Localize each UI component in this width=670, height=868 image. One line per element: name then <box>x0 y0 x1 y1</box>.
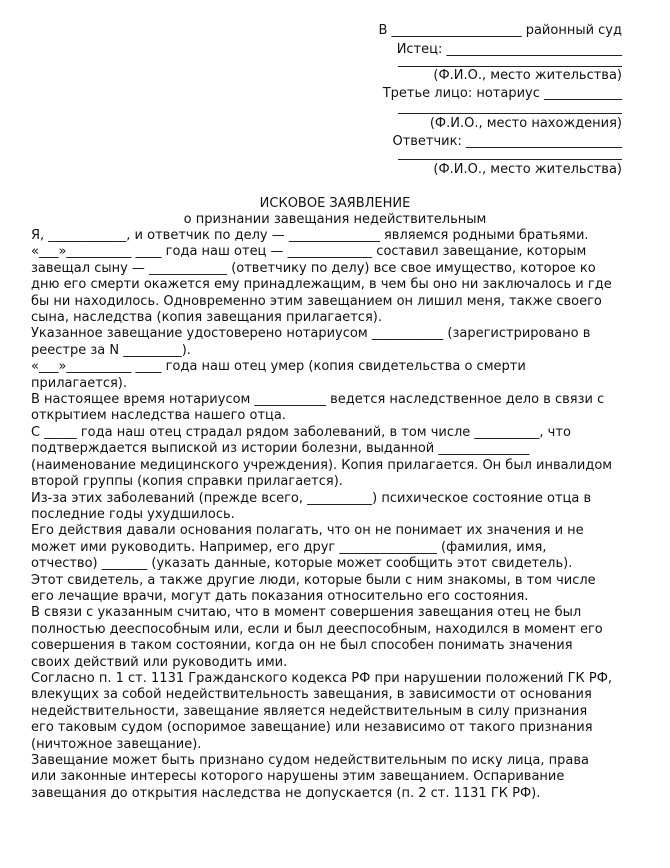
paragraph-illness: С _____ года наш отец страдал рядом заболеваний, в том числе __________, что подтверждается выпиской из истории болезни, выданной ______________ (наименование медицинского учреждения). Копия прилагается. Он был инвалидом второй группы (копия справки прилагается). <box>31 424 617 490</box>
paragraph-law-1131-1: Согласно п. 1 ст. 1131 Гражданского кодекса РФ при нарушении положений ГК РФ, влекущих за собой недействительность завещания, в зависимости от основания недействительности, завещание является недействительным в силу признания его таковым судом (оспоримое завещание) или независимо от такого признания (ничтожное завещание). <box>31 670 617 752</box>
paragraph-mental-state: Из-за этих заболеваний (прежде всего, __________) психическое состояние отца в последние годы ухудшилось. <box>31 490 596 522</box>
defendant-blank-line <box>398 158 622 160</box>
document-subtitle: о признании завещания недействительным <box>183 212 487 227</box>
defendant-note: (Ф.И.О., место жительства) <box>433 162 622 177</box>
court-line: В ____________________ районный суд <box>378 23 622 38</box>
third-party-note: (Ф.И.О., место нахождения) <box>429 116 622 131</box>
plaintiff-line: Истец: ___________________________ <box>396 42 622 57</box>
defendant-line: Ответчик: ________________________ <box>392 134 622 149</box>
paragraph-brothers: Я, ____________, и ответчик по делу — ______________ являемся родными братьями. <box>31 228 589 243</box>
paragraph-law-1131-2: Завещание может быть признано судом недействительным по иску лица, права или законные интересы которого нарушены этим завещанием. Оспаривание завещания до открытия наследства не допускается (п. 2 ст. 1131 ГК РФ). <box>31 753 594 801</box>
paragraph-inheritance-case: В настоящее время нотариусом ___________ ведется наследственное дело в связи с открытием наследства нашего отца. <box>31 392 609 424</box>
third-party-blank-line <box>398 112 622 114</box>
plaintiff-note: (Ф.И.О., место жительства) <box>433 68 622 83</box>
paragraph-witness: Этот свидетель, а также другие люди, которые были с ним знакомы, в том числе его лечащие врачи, могут дать показания относительно его состояния. <box>31 572 600 604</box>
plaintiff-blank-line <box>398 65 622 67</box>
document-title: ИСКОВОЕ ЗАЯВЛЕНИЕ <box>259 196 411 211</box>
paragraph-notary-certified: Указанное завещание удостоверено нотариусом ___________ (зарегистрировано в реестре за N _________). <box>31 326 595 358</box>
third-party-line: Третье лицо: нотариус ____________ <box>382 86 622 101</box>
paragraph-will: «___»__________ ____ года наш отец — _____________ составил завещание, которым завещал сыну — ____________ (ответчику по делу) все свое имущество, которое ко дню его смерти окажется ему принадлежащим, в чем бы оно ни заключалось и где бы ни находилось. Одновременно этим завещанием он лишил меня, также своего сына, наследства (копия завещания прилагается). <box>31 244 616 326</box>
document-body <box>31 228 617 802</box>
paragraph-father-died: «___»__________ ____ года наш отец умер (копия свидетельства о смерти прилагается). <box>31 359 530 391</box>
paragraph-actions: Его действия давали основания полагать, что он не понимает их значения и не может ими руководить. Например, его друг _______________ (фамилия, имя, отчество) _______ (указать данные, которые может сообщить этот свидетель). <box>31 523 588 572</box>
paragraph-conclusion: В связи с указанным считаю, что в момент совершения завещания отец не был полностью дееспособным или, если и был дееспособным, находился в момент его совершения в таком состоянии, когда он не был способен понимать значения своих действий или руководить ими. <box>31 605 607 670</box>
